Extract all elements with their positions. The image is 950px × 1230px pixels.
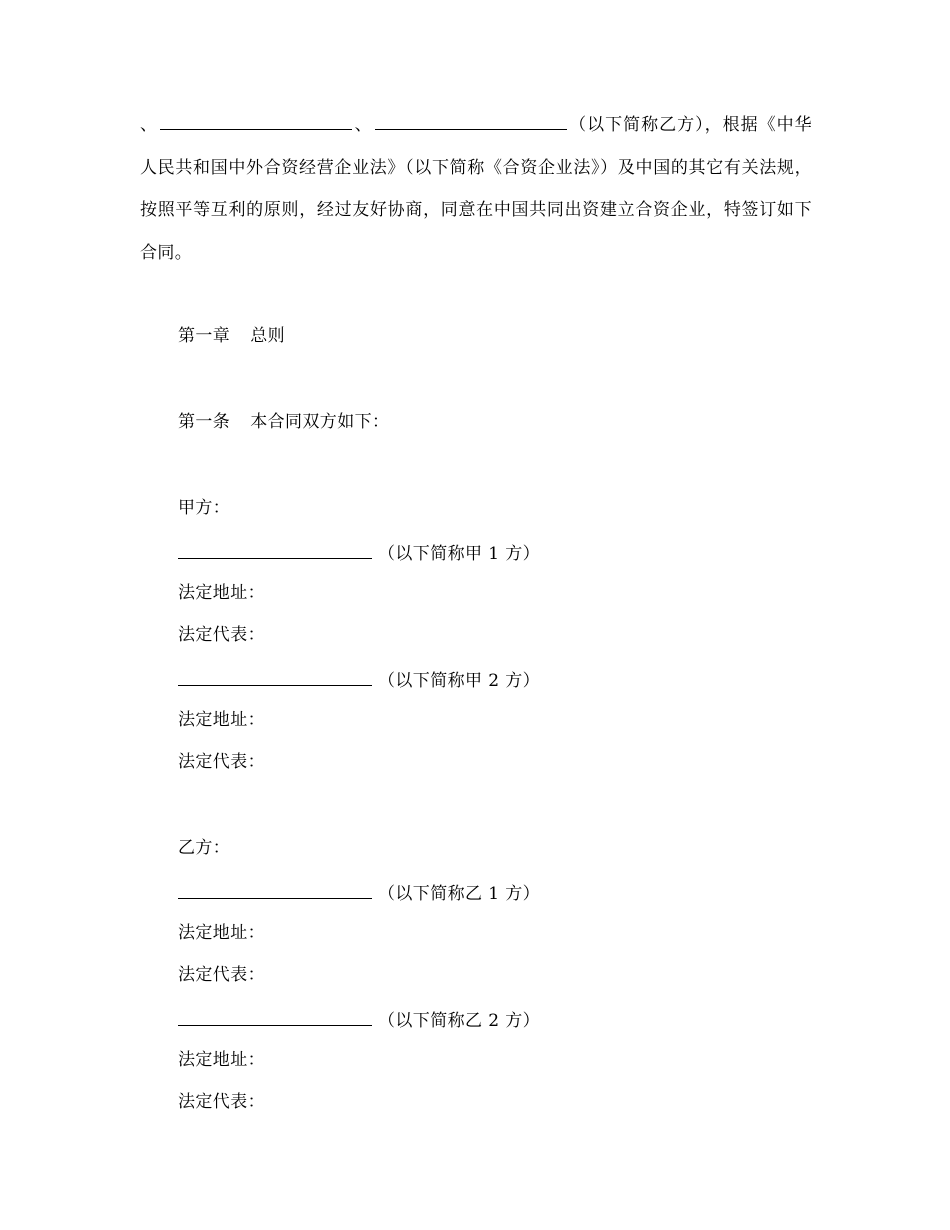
article-number: 第一条 <box>178 412 231 432</box>
party-b2-address-label: 法定地址： <box>178 1050 265 1070</box>
party-b1-rep-label: 法定代表： <box>178 965 265 985</box>
party-a1-address-label: 法定地址： <box>178 583 265 603</box>
party-b2-rep-label: 法定代表： <box>178 1092 265 1112</box>
party-a2-address-label: 法定地址： <box>178 710 265 730</box>
party-b2-alias: （以下简称乙 2 方） <box>378 1011 541 1031</box>
party-b1-address-label: 法定地址： <box>178 923 265 943</box>
party-b1-line <box>178 878 540 906</box>
chapter-title: 总则 <box>250 326 286 346</box>
party-b2-name-blank <box>178 1005 372 1026</box>
chapter-number: 第一章 <box>178 326 231 346</box>
intro-blank-1 <box>160 107 352 130</box>
party-a1-name-blank <box>178 538 372 559</box>
intro-text: （以下简称乙方），根据《中华人民共和国中外合资经营企业法》（以下简称《合资企业法》）及中国的其它有关法规，按照平等互利的原则，经过友好协商，同意在中国共同出资建立合资企业，特签订如下合同。 <box>140 115 812 263</box>
chapter-heading <box>178 324 285 348</box>
party-b1-alias: （以下简称乙 1 方） <box>378 884 541 904</box>
intro-separator: 、 <box>354 115 373 135</box>
intro-blank-2 <box>375 107 567 130</box>
intro-separator: 、 <box>140 115 158 135</box>
party-a1-line <box>178 538 540 566</box>
article-heading <box>178 410 389 434</box>
article-text: 本合同双方如下： <box>250 412 390 432</box>
party-b-label: 乙方： <box>178 838 231 858</box>
party-a2-name-blank <box>178 665 372 686</box>
party-a1-alias: （以下简称甲 1 方） <box>378 544 541 564</box>
intro-paragraph <box>140 104 812 274</box>
party-b1-name-blank <box>178 878 372 899</box>
party-a2-line <box>178 665 540 693</box>
party-a2-alias: （以下简称甲 2 方） <box>378 671 541 691</box>
party-b2-line <box>178 1005 540 1033</box>
party-a-label: 甲方： <box>178 498 231 518</box>
party-a1-rep-label: 法定代表： <box>178 625 265 645</box>
party-a2-rep-label: 法定代表： <box>178 752 265 772</box>
